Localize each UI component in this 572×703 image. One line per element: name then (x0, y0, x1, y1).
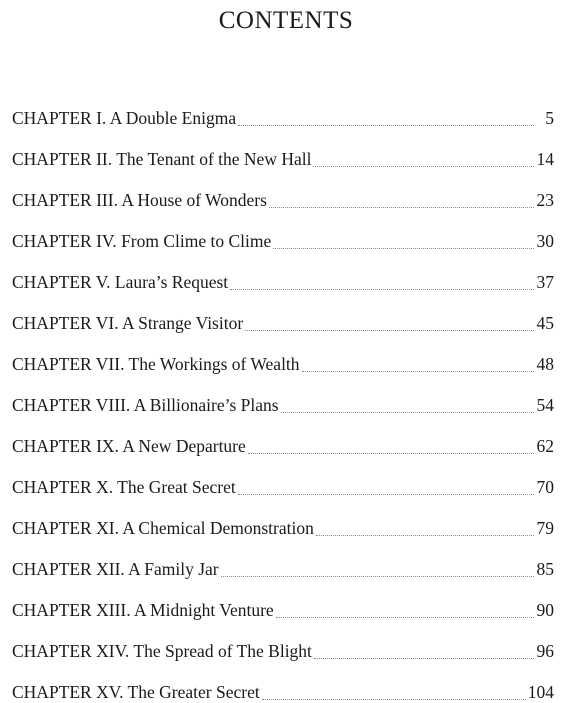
page-number: 96 (536, 641, 554, 661)
dot-leader (238, 124, 534, 126)
chapter-title[interactable]: CHAPTER XI. A Chemical Demonstration (12, 518, 314, 538)
toc-entry[interactable] (12, 662, 554, 703)
dot-leader (316, 534, 534, 536)
toc-entry[interactable] (12, 334, 554, 375)
page-number: 85 (536, 559, 554, 579)
dot-leader (281, 411, 534, 413)
toc-entry[interactable] (12, 375, 554, 416)
page-number: 45 (536, 313, 554, 333)
page-number: 90 (536, 600, 554, 620)
chapter-title[interactable]: CHAPTER VIII. A Billionaire’s Plans (12, 395, 279, 415)
dot-leader (314, 657, 534, 659)
chapter-title[interactable]: CHAPTER IV. From Clime to Clime (12, 231, 272, 251)
dot-leader (273, 247, 534, 249)
chapter-title[interactable]: CHAPTER II. The Tenant of the New Hall (12, 149, 312, 169)
toc-entry[interactable] (12, 621, 554, 662)
table-of-contents (12, 88, 554, 703)
chapter-title[interactable]: CHAPTER VI. A Strange Visitor (12, 313, 244, 333)
chapter-title[interactable]: CHAPTER XIV. The Spread of The Blight (12, 641, 312, 661)
page-number: 30 (536, 231, 554, 251)
toc-entry[interactable] (12, 498, 554, 539)
chapter-title[interactable]: CHAPTER XIII. A Midnight Venture (12, 600, 274, 620)
chapter-title[interactable]: CHAPTER VII. The Workings of Wealth (12, 354, 300, 374)
toc-entry[interactable] (12, 580, 554, 621)
dot-leader (221, 575, 534, 577)
page-title: CONTENTS (218, 7, 354, 34)
toc-entry[interactable] (12, 88, 554, 129)
chapter-title[interactable]: CHAPTER XII. A Family Jar (12, 559, 219, 579)
page-number: 48 (536, 354, 554, 374)
dot-leader (269, 206, 534, 208)
chapter-title[interactable]: CHAPTER IX. A New Departure (12, 436, 246, 456)
toc-entry[interactable] (12, 252, 554, 293)
toc-entry[interactable] (12, 129, 554, 170)
page-number: 37 (536, 272, 554, 292)
dot-leader (238, 493, 534, 495)
chapter-title[interactable]: CHAPTER X. The Great Secret (12, 477, 236, 497)
toc-entry[interactable] (12, 416, 554, 457)
dot-leader (302, 370, 534, 372)
dot-leader (245, 329, 534, 331)
page-number: 5 (545, 108, 554, 128)
chapter-title[interactable]: CHAPTER I. A Double Enigma (12, 108, 237, 128)
page-number: 104 (527, 682, 554, 702)
toc-entry[interactable] (12, 539, 554, 580)
toc-entry[interactable] (12, 293, 554, 334)
page-number: 70 (536, 477, 554, 497)
dot-leader (276, 616, 534, 618)
chapter-title[interactable]: CHAPTER V. Laura’s Request (12, 272, 229, 292)
dot-leader (248, 452, 534, 454)
page-number: 23 (536, 190, 554, 210)
page-number: 79 (536, 518, 554, 538)
dot-leader (230, 288, 534, 290)
toc-entry[interactable] (12, 211, 554, 252)
toc-entry[interactable] (12, 170, 554, 211)
page-number: 14 (536, 149, 554, 169)
dot-leader (313, 165, 534, 167)
page-number: 62 (536, 436, 554, 456)
chapter-title[interactable]: CHAPTER XV. The Greater Secret (12, 682, 260, 702)
chapter-title[interactable]: CHAPTER III. A House of Wonders (12, 190, 267, 210)
page-number: 54 (536, 395, 554, 415)
toc-entry[interactable] (12, 457, 554, 498)
